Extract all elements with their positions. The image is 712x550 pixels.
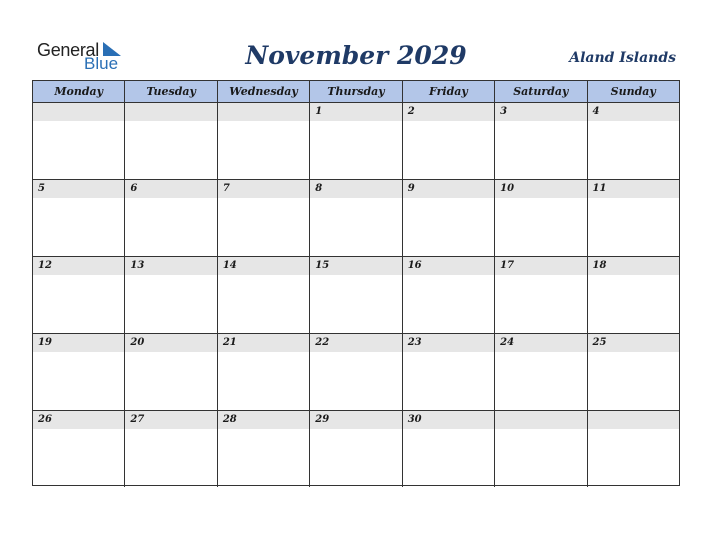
day-number: 20: [130, 337, 145, 348]
day-number: 17: [500, 260, 515, 271]
day-cell: [495, 180, 587, 256]
weekday-header-wednesday: Wednesday: [218, 81, 310, 102]
day-cell: [310, 411, 402, 487]
day-number: 24: [500, 337, 515, 348]
day-cell: [403, 334, 495, 410]
day-number-bar: [588, 411, 679, 429]
day-number-bar: [33, 180, 124, 198]
day-cell: [33, 180, 125, 256]
day-number-bar: [125, 103, 216, 121]
day-number: 4: [592, 106, 600, 117]
day-number-bar: [310, 103, 401, 121]
day-number: 7: [222, 183, 230, 194]
day-number: 1: [315, 106, 323, 117]
day-number: 8: [315, 183, 323, 194]
day-number-bar: [33, 103, 124, 121]
day-number-bar: [495, 411, 586, 429]
weekday-header-friday: Friday: [403, 81, 495, 102]
day-number: 12: [38, 260, 52, 271]
day-number: 15: [315, 260, 330, 271]
day-number: 2: [407, 106, 415, 117]
day-number: 29: [315, 414, 330, 425]
day-number-bar: [310, 180, 401, 198]
day-cell: [33, 103, 125, 179]
day-cell: [218, 257, 310, 333]
day-cell: [310, 334, 402, 410]
day-cell: [310, 103, 402, 179]
day-number-bar: [588, 103, 679, 121]
day-cell: [588, 334, 679, 410]
day-number-bar: [403, 180, 494, 198]
weekday-header-tuesday: Tuesday: [125, 81, 217, 102]
day-number-bar: [125, 180, 216, 198]
day-number: 22: [315, 337, 330, 348]
day-cell: [218, 411, 310, 487]
day-number-bar: [218, 103, 309, 121]
day-cell: [310, 257, 402, 333]
day-number-bar: [403, 103, 494, 121]
day-number: 30: [407, 414, 422, 425]
weekday-header-monday: Monday: [33, 81, 125, 102]
day-cell: [495, 334, 587, 410]
calendar-grid: [32, 80, 680, 486]
day-cell: [403, 180, 495, 256]
logo-text-general: General: [37, 40, 99, 60]
day-cell: [125, 103, 217, 179]
day-number: 27: [130, 414, 145, 425]
day-cell: [310, 180, 402, 256]
day-number: 14: [222, 260, 237, 271]
day-number-bar: [218, 180, 309, 198]
day-number: 10: [500, 183, 515, 194]
calendar-title: November 2029: [245, 41, 467, 70]
day-number: 13: [130, 260, 145, 271]
day-cell: [33, 334, 125, 410]
week-row-5: [33, 411, 679, 487]
day-number: 25: [592, 337, 607, 348]
day-cell: [588, 411, 679, 487]
day-cell: [403, 411, 495, 487]
day-cell: [495, 103, 587, 179]
day-number: 26: [38, 414, 52, 425]
day-cell: [218, 103, 310, 179]
weekday-header-sunday: Sunday: [610, 85, 656, 98]
week-row-2: [33, 180, 679, 257]
day-cell: [218, 180, 310, 256]
day-number: 3: [500, 106, 508, 117]
day-number: 21: [222, 337, 237, 348]
day-number: 19: [38, 337, 52, 348]
day-cell: [125, 334, 217, 410]
day-cell: [403, 103, 495, 179]
day-number: 9: [407, 183, 415, 194]
day-cell: [125, 257, 217, 333]
day-number: 11: [592, 183, 607, 194]
week-row-4: [33, 334, 679, 411]
day-number-bar: [495, 103, 586, 121]
day-number: 6: [130, 183, 138, 194]
day-number: 16: [407, 260, 422, 271]
day-cell: [495, 411, 587, 487]
day-number: 28: [222, 414, 237, 425]
day-cell: [218, 334, 310, 410]
calendar-region: Aland Islands: [569, 50, 676, 66]
day-cell: [403, 257, 495, 333]
day-cell: [588, 257, 679, 333]
day-number: 23: [407, 337, 422, 348]
logo-text-blue: Blue: [84, 54, 119, 73]
weekday-header-saturday: Saturday: [495, 81, 587, 102]
day-cell: [495, 257, 587, 333]
day-cell: [125, 411, 217, 487]
day-cell: [33, 257, 125, 333]
day-number: 18: [592, 260, 607, 271]
day-cell: [588, 180, 679, 256]
weekday-header-row: [33, 81, 679, 103]
week-row-3: [33, 257, 679, 334]
weekday-header-thursday: Thursday: [310, 81, 402, 102]
day-cell: [33, 411, 125, 487]
day-cell: [125, 180, 217, 256]
week-row-1: [33, 103, 679, 180]
day-cell: [588, 103, 679, 179]
day-number: 5: [38, 183, 45, 194]
